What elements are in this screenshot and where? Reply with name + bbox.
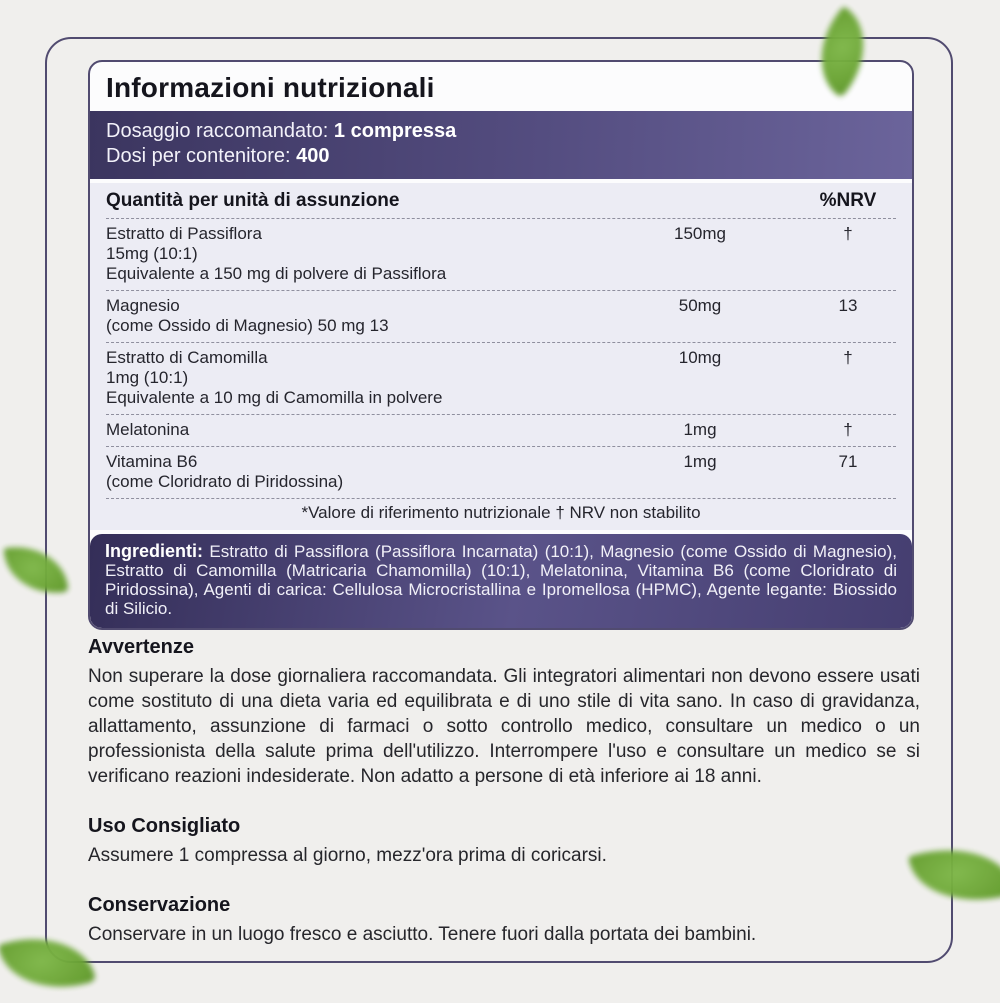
table-row xyxy=(106,414,896,446)
table-row-name: Magnesio (come Ossido di Magnesio) 50 mg 13 xyxy=(106,296,389,335)
section-avvertenze-heading: Avvertenze xyxy=(88,636,194,658)
table-row-name: Estratto di Camomilla 1mg (10:1) Equivalente a 10 mg di Camomilla in polvere xyxy=(106,348,443,407)
ingredients-block xyxy=(90,534,912,628)
table-row-amount: 150mg xyxy=(674,224,726,243)
dosage-line-2 xyxy=(106,144,896,169)
page-title: Informazioni nutrizionali xyxy=(106,72,435,103)
table-row-nrv: † xyxy=(843,348,853,367)
table-row xyxy=(106,290,896,342)
table-header-quantity: Quantità per unità di assunzione xyxy=(106,190,400,211)
table-header-row xyxy=(106,183,896,218)
table-footnote: *Valore di riferimento nutrizionale † NRV non stabilito xyxy=(106,498,896,530)
table-row-nrv: 13 xyxy=(838,296,858,315)
table-row-name: Estratto di Passiflora 15mg (10:1) Equivalente a 150 mg di polvere di Passiflora xyxy=(106,224,447,283)
nutrition-table xyxy=(90,183,912,530)
section-uso-consigliato xyxy=(88,815,920,868)
table-row-nrv: 71 xyxy=(838,452,858,471)
dosage-line-1-label: Dosaggio raccomandato: xyxy=(106,120,334,142)
table-row-amount: 1mg xyxy=(683,452,717,471)
table-row xyxy=(106,446,896,498)
section-avvertenze xyxy=(88,636,920,789)
table-row-amount: 1mg xyxy=(683,420,717,439)
nutrition-rows xyxy=(106,218,896,498)
table-header-nrv: %NRV xyxy=(819,190,877,211)
section-avvertenze-body: Non superare la dose giornaliera raccomandata. Gli integratori alimentari non devono essere usati come sostituto di una dieta varia ed equilibrata e di uno stile di vita sano. In caso di gravidanza, allattamento, assunzione di farmaci o sotto controllo medico, consultare un medico o un professionista della salute prima dell'utilizzo. Interrompere l'uso e consultare un medico se si verificano reazioni indesiderate. Non adatto a persone di età inferiore ai 18 anni. xyxy=(88,666,920,787)
table-row xyxy=(106,342,896,414)
dosage-box xyxy=(90,111,912,179)
table-row-name: Melatonina xyxy=(106,420,190,439)
dosage-line-1-value: 1 compressa xyxy=(333,120,457,142)
nutrition-label-card xyxy=(88,60,914,630)
table-row-amount: 10mg xyxy=(678,348,722,367)
section-uso-consigliato-heading: Uso Consigliato xyxy=(88,815,241,837)
table-row-nrv: † xyxy=(843,420,853,439)
ingredients-text: Estratto di Passiflora (Passiflora Incarnata) (10:1), Magnesio (come Ossido di Magnesio), Estratto di Camomilla (Matricaria Chamomilla) (10:1), Melatonina, Vitamina B6 (come Cloridrato di Piridossina), Agenti di carica: Cellulosa Microcristallina e Ipromellosa (HPMC), Agente legante: Biossido di Silicio. xyxy=(105,542,897,618)
dosage-line-2-label: Dosi per contenitore: xyxy=(106,145,297,167)
section-conservazione-body: Conservare in un luogo fresco e asciutto. Tenere fuori dalla portata dei bambini. xyxy=(88,924,757,945)
dosage-line-2-value: 400 xyxy=(296,145,330,167)
dosage-line-1 xyxy=(106,119,896,144)
section-conservazione xyxy=(88,894,920,947)
table-row xyxy=(106,218,896,290)
ingredients-label: Ingredienti: xyxy=(105,541,203,561)
section-conservazione-heading: Conservazione xyxy=(88,894,231,916)
table-row-amount: 50mg xyxy=(678,296,722,315)
table-row-name: Vitamina B6 (come Cloridrato di Piridossina) xyxy=(106,452,344,491)
section-uso-consigliato-body: Assumere 1 compressa al giorno, mezz'ora prima di coricarsi. xyxy=(88,845,607,866)
table-row-nrv: † xyxy=(843,224,853,243)
info-sections xyxy=(88,636,920,973)
